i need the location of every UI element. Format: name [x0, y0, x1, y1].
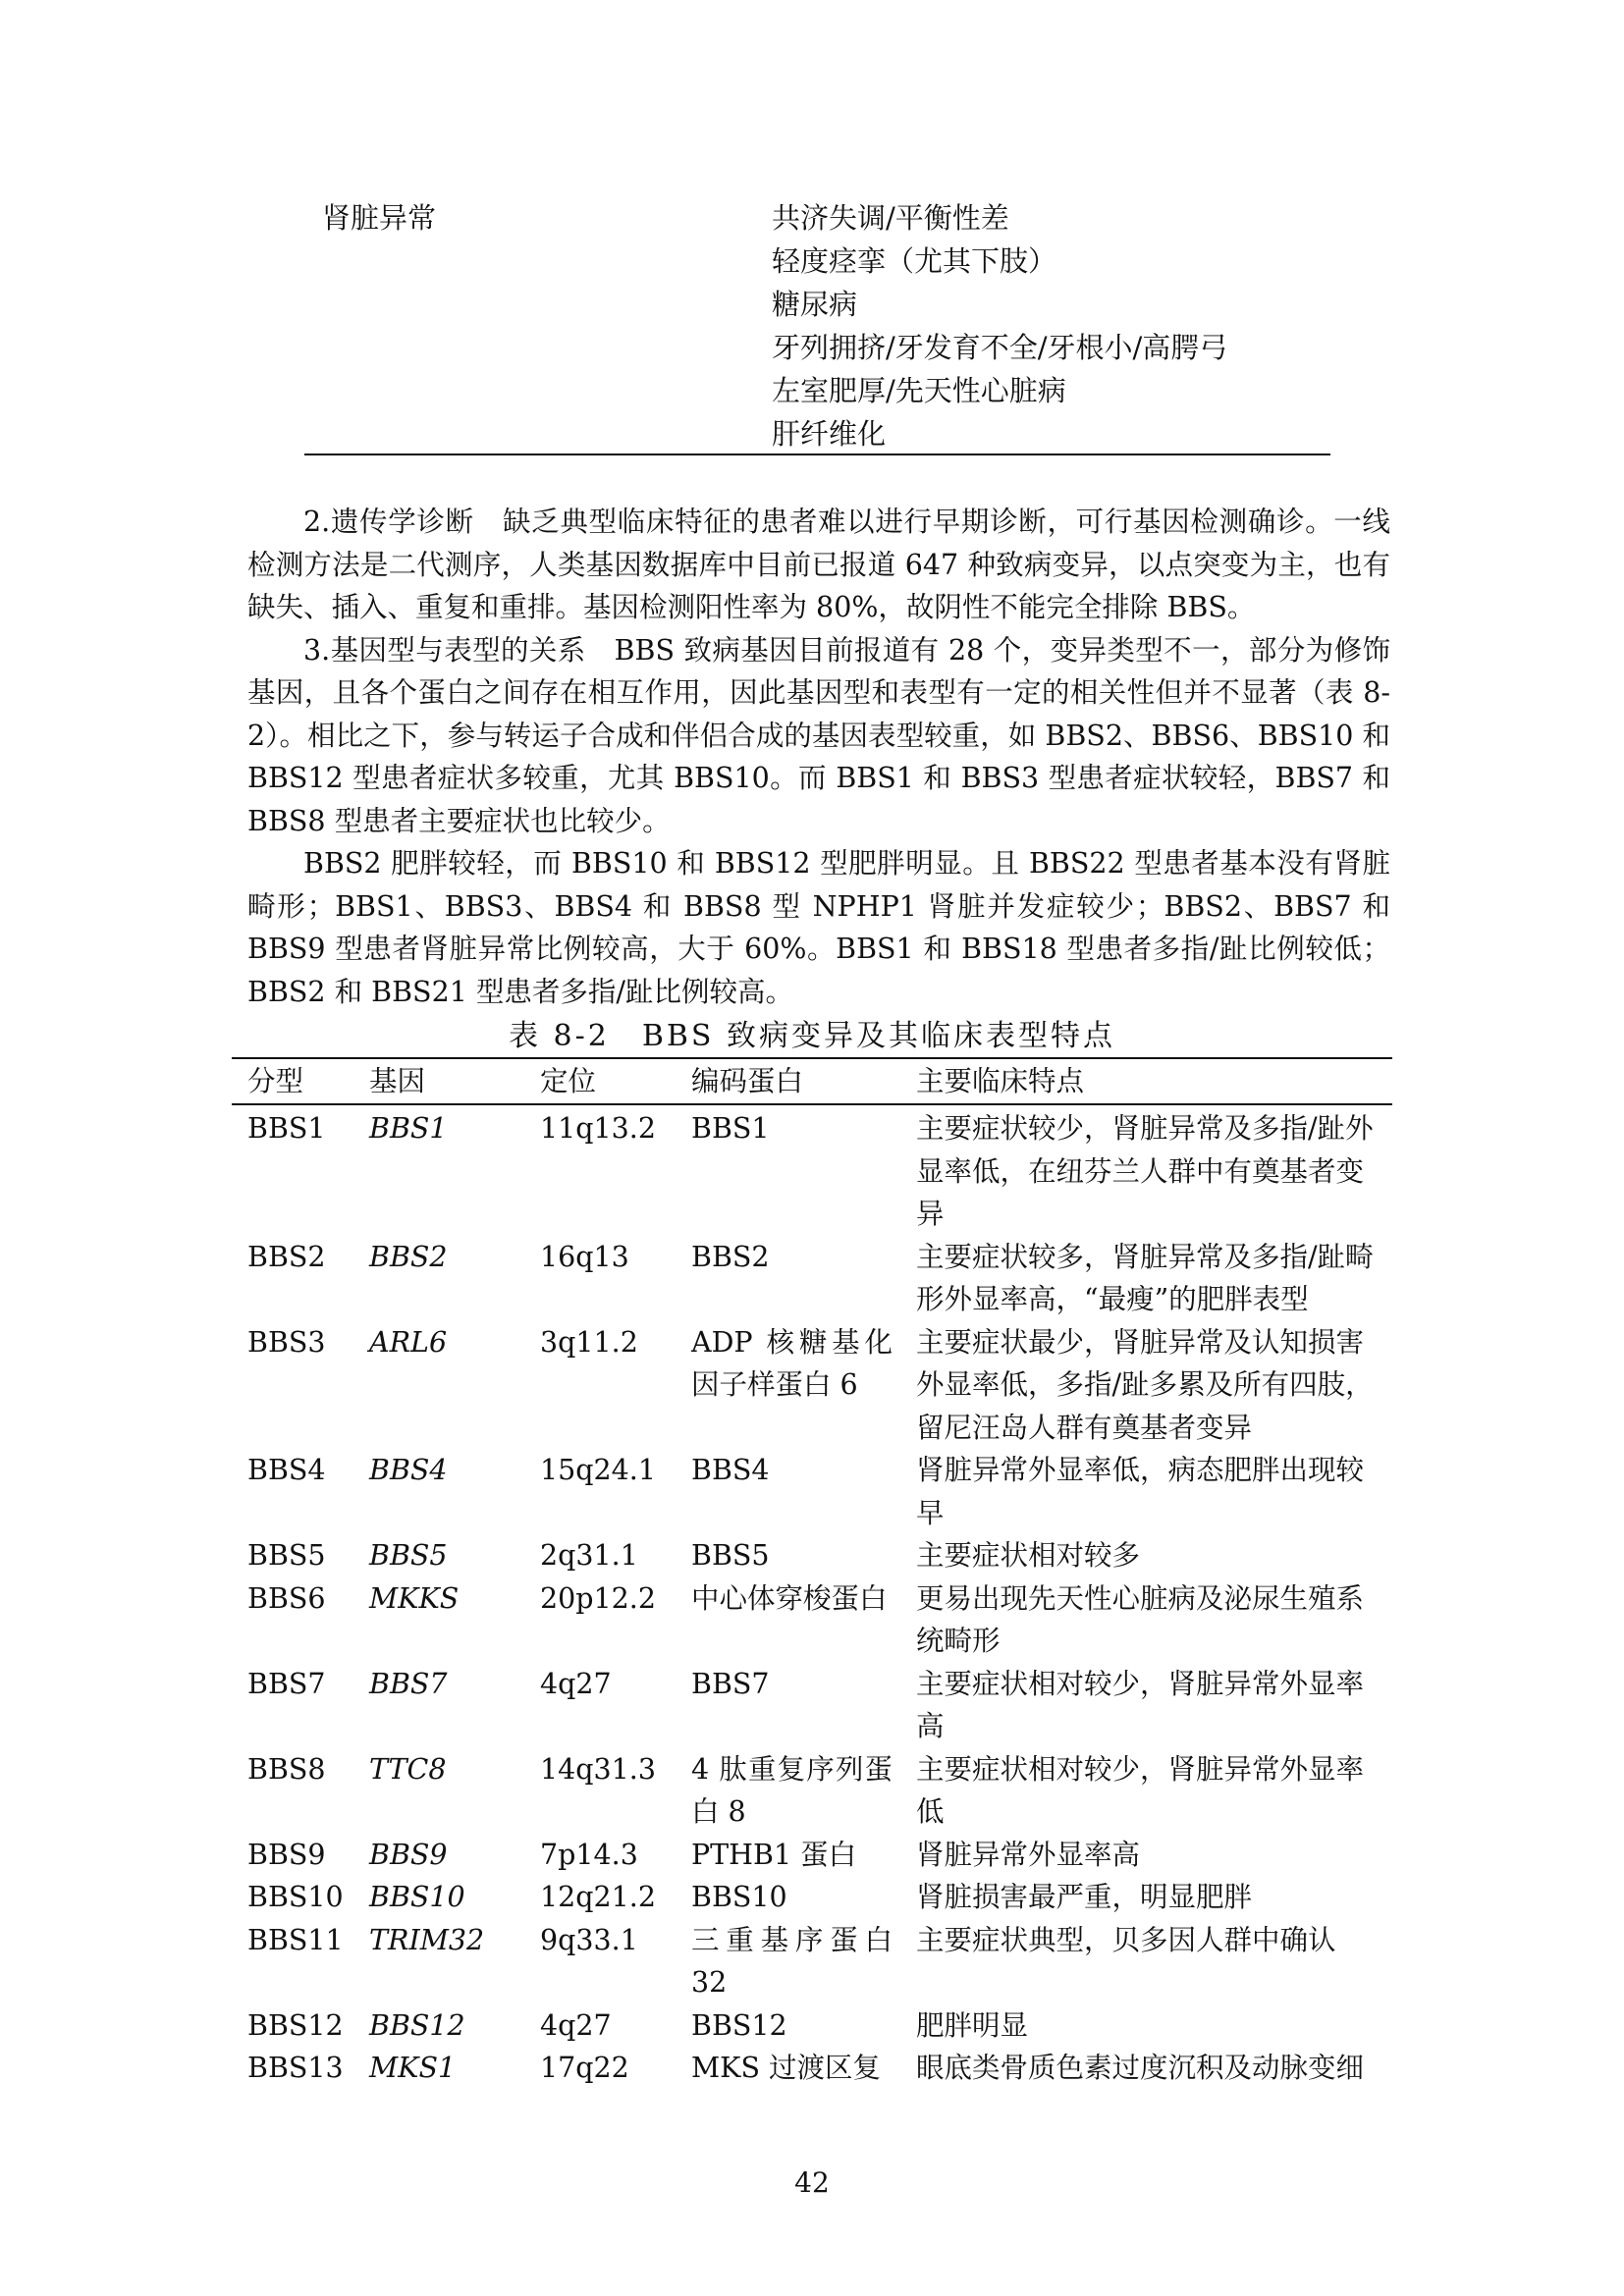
cell-gene: MKS1 — [369, 2052, 457, 2084]
cell-type: BBS8 — [247, 1752, 326, 1786]
header-cell-locus: 定位 — [540, 1065, 597, 1097]
header-cell-protein: 编码蛋白 — [691, 1065, 804, 1097]
header-cell-features: 主要临床特点 — [916, 1065, 1085, 1097]
cell-features: 主要症状较多，肾脏异常及多指/趾畸形外显率高，“最瘦”的肥胖表型 — [916, 1240, 1374, 1315]
feature-item: 左室肥厚/先天性心脏病 — [772, 374, 1066, 407]
cell-gene: MKKS — [369, 1581, 460, 1615]
cell-locus: 12q21.2 — [540, 1881, 656, 1913]
feature-item: 共济失调/平衡性差 — [772, 201, 1009, 235]
cell-protein: BBS4 — [691, 1454, 770, 1486]
cell-locus: 3q11.2 — [540, 1325, 638, 1359]
cell-locus: 17q22 — [540, 2052, 629, 2084]
table-row — [232, 1876, 1392, 1919]
cell-protein: BBS1 — [691, 1112, 770, 1145]
table-row — [232, 1663, 1392, 1748]
cell-type: BBS7 — [247, 1667, 326, 1700]
cell-gene: ARL6 — [369, 1325, 448, 1359]
cell-features: 更易出现先天性心脏病及泌尿生殖系统畸形 — [916, 1581, 1365, 1657]
feature-item: 轻度痉挛（尤其下肢） — [772, 244, 1057, 278]
cell-type: BBS1 — [247, 1112, 326, 1145]
table-caption: 表 8-2 BBS 致病变异及其临床表型特点 — [508, 1019, 1116, 1053]
cell-locus: 14q31.3 — [540, 1752, 656, 1786]
table-header-row — [232, 1059, 1392, 1103]
feature-item: 肝纤维化 — [772, 417, 887, 451]
cell-type: BBS4 — [247, 1454, 326, 1486]
table-row — [232, 1919, 1392, 2004]
cell-locus: 4q27 — [540, 2008, 612, 2042]
cell-gene: BBS10 — [369, 1881, 465, 1913]
cell-locus: 7p14.3 — [540, 1838, 638, 1871]
cell-protein: ADP 核糖基化因子样蛋白 6 — [691, 1325, 893, 1401]
cell-gene: BBS4 — [369, 1454, 448, 1486]
cell-locus: 11q13.2 — [540, 1112, 656, 1145]
cell-features: 主要症状相对较少，肾脏异常外显率高 — [916, 1667, 1365, 1742]
cell-gene: BBS7 — [369, 1667, 448, 1700]
table-row — [232, 1834, 1392, 1877]
cell-type: BBS11 — [247, 1923, 344, 1956]
table-body — [232, 1103, 1392, 2090]
cell-gene: BBS2 — [369, 1240, 448, 1273]
cell-locus: 15q24.1 — [540, 1454, 656, 1486]
cell-locus: 16q13 — [540, 1240, 629, 1273]
cell-features: 主要症状最少，肾脏异常及认知损害外显率低，多指/趾多累及所有四肢，留尼汪岛人群有奠基者变异 — [916, 1325, 1374, 1444]
cell-type: BBS2 — [247, 1240, 326, 1273]
cell-type: BBS3 — [247, 1325, 326, 1359]
cell-protein: BBS5 — [691, 1539, 770, 1572]
cell-protein: BBS2 — [691, 1240, 770, 1273]
cell-features: 眼底类骨质色素过度沉积及动脉变细 — [916, 2052, 1365, 2084]
paragraph-genotype-phenotype: 3.基因型与表型的关系 BBS 致病基因目前报道有 28 个，变异类型不一，部分为修饰基因，且各个蛋白之间存在相互作用，因此基因型和表型有一定的相关性但并不显著（表 8-2）。相比之下，参与转运子合成和伴侣合成的基因表型较重，如 BBS2、BBS6、BBS10 和 BBS12 型患者症状多较重，尤其 BBS10。而 BBS1 和 BBS3 型患者症状较轻，BBS7 和 BBS8 型患者主要症状也比较少。 — [247, 633, 1390, 837]
cell-locus: 2q31.1 — [540, 1539, 638, 1572]
cell-type: BBS12 — [247, 2008, 344, 2042]
table-row — [232, 1534, 1392, 1577]
paragraph-phenotype-details: BBS2 肥胖较轻，而 BBS10 和 BBS12 型肥胖明显。且 BBS22 型患者基本没有肾脏畸形；BBS1、BBS3、BBS4 和 BBS8 型 NPHP1 肾脏并发症较少；BBS2、BBS7 和 BBS9 型患者肾脏异常比例较高，大于 60%。BBS1 和 BBS18 型患者多指/趾比例较低；BBS2 和 BBS21 型患者多指/趾比例较高。 — [247, 847, 1390, 1008]
cell-gene: TTC8 — [369, 1752, 447, 1786]
table-row — [232, 1107, 1392, 1236]
cell-gene: BBS9 — [369, 1838, 448, 1871]
table-row — [232, 1748, 1392, 1834]
table-row — [232, 1236, 1392, 1321]
table-row — [232, 1577, 1392, 1663]
cell-locus: 9q33.1 — [540, 1923, 638, 1956]
cell-features: 主要症状相对较多 — [916, 1539, 1141, 1572]
feature-item: 糖尿病 — [772, 288, 858, 321]
table-row — [232, 2047, 1392, 2090]
table-row — [232, 2004, 1392, 2048]
bbs-table — [232, 1059, 1392, 2090]
header-cell-type: 分型 — [247, 1065, 304, 1097]
cell-features: 肥胖明显 — [916, 2008, 1029, 2042]
table-row — [232, 1321, 1392, 1450]
feature-item: 牙列拥挤/牙发育不全/牙根小/高腭弓 — [772, 331, 1228, 364]
table-row — [232, 1449, 1392, 1534]
continued-category-label: 肾脏异常 — [322, 201, 437, 235]
cell-protein: 中心体穿梭蛋白 — [691, 1581, 888, 1615]
cell-protein: BBS7 — [691, 1667, 770, 1700]
cell-type: BBS6 — [247, 1581, 326, 1615]
page-number: 42 — [794, 2166, 830, 2199]
cell-locus: 20p12.2 — [540, 1581, 656, 1615]
cell-features: 主要症状相对较少，肾脏异常外显率低 — [916, 1752, 1365, 1828]
continued-feature-list — [772, 196, 1227, 455]
cell-features: 肾脏异常外显率低，病态肥胖出现较早 — [916, 1454, 1365, 1529]
cell-type: BBS13 — [247, 2052, 344, 2084]
cell-type: BBS10 — [247, 1881, 344, 1913]
cell-protein: BBS12 — [691, 2008, 787, 2042]
cell-protein: 三重基序蛋白 32 — [691, 1923, 893, 1999]
cell-features: 主要症状典型，贝多因人群中确认 — [916, 1923, 1336, 1956]
cell-protein: BBS10 — [691, 1881, 787, 1913]
body-text — [247, 501, 1390, 1013]
cell-features: 主要症状较少，肾脏异常及多指/趾外显率低，在纽芬兰人群中有奠基者变异 — [916, 1112, 1374, 1230]
cell-type: BBS9 — [247, 1838, 326, 1871]
cell-protein: PTHB1 蛋白 — [691, 1838, 857, 1871]
cell-protein: MKS 过渡区复 — [691, 2052, 882, 2084]
cell-gene: BBS1 — [369, 1112, 448, 1145]
cell-protein: 4 肽重复序列蛋白 8 — [691, 1752, 893, 1828]
cell-gene: BBS5 — [369, 1539, 448, 1572]
cell-type: BBS5 — [247, 1539, 326, 1572]
cell-locus: 4q27 — [540, 1667, 612, 1700]
cell-features: 肾脏损害最严重，明显肥胖 — [916, 1881, 1253, 1913]
paragraph-genetic-diagnosis: 2.遗传学诊断 缺乏典型临床特征的患者难以进行早期诊断，可行基因检测确诊。一线检测方法是二代测序，人类基因数据库中目前已报道 647 种致病变异，以点突变为主，也有缺失、插入、重复和重排。基因检测阳性率为 80%，故阴性不能完全排除 BBS。 — [247, 506, 1390, 623]
header-cell-gene: 基因 — [369, 1065, 426, 1097]
table-bottom-rule — [304, 454, 1330, 455]
cell-gene: TRIM32 — [369, 1923, 485, 1956]
cell-features: 肾脏异常外显率高 — [916, 1838, 1141, 1871]
cell-gene: BBS12 — [369, 2008, 465, 2042]
